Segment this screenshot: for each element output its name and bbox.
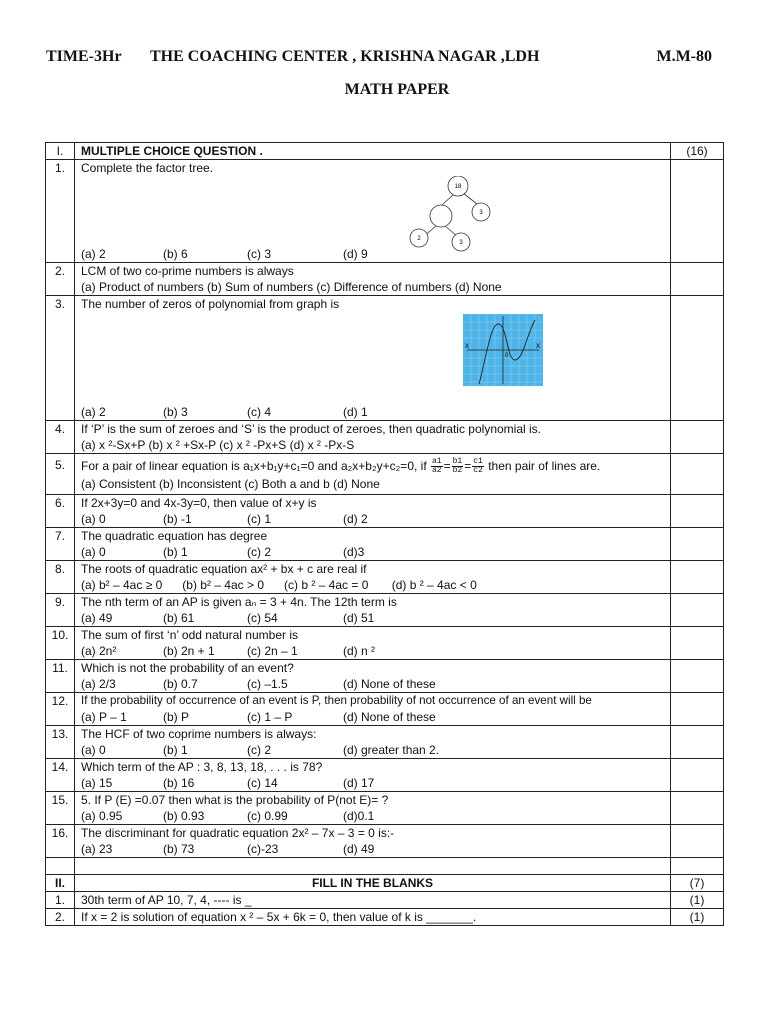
option-b: (b) 61 <box>163 611 195 625</box>
option-d: (d) 49 <box>343 842 375 856</box>
question-row <box>46 421 724 454</box>
section-number: I. <box>46 143 75 160</box>
question-row <box>46 594 724 627</box>
question-row <box>46 160 724 263</box>
marks-cell <box>671 759 724 792</box>
section-title: MULTIPLE CHOICE QUESTION . <box>75 143 671 160</box>
section-marks: (16) <box>671 143 724 160</box>
marks-cell <box>671 561 724 594</box>
options-line <box>81 775 664 791</box>
question-number: 6. <box>46 495 75 528</box>
question-number: 1. <box>46 160 75 263</box>
option-d: (d) 9 <box>343 247 368 261</box>
question-text-end: then pair of lines are. <box>488 459 601 473</box>
question-body <box>75 759 671 792</box>
question-text: The discriminant for quadratic equation 2x² – 7x – 3 = 0 is:- <box>81 826 395 840</box>
spacer-cell <box>75 858 671 875</box>
option-d: (d) 51 <box>343 611 375 625</box>
fraction-b-num: b1 <box>452 457 463 467</box>
institute-name: THE COACHING CENTER , KRISHNA NAGAR ,LDH <box>150 48 540 65</box>
option-d: (d)3 <box>343 545 365 559</box>
option-c: (c) 2 <box>247 743 271 757</box>
question-row <box>46 909 724 926</box>
option-a: (a) 0.95 <box>81 809 123 823</box>
option-c: (c) –1.5 <box>247 677 288 691</box>
question-body <box>75 792 671 825</box>
question-text: The quadratic equation has degree <box>81 529 268 543</box>
section-number: II. <box>46 875 75 892</box>
options-line <box>81 643 664 659</box>
fraction-b <box>452 458 464 475</box>
spacer-row <box>46 858 724 875</box>
option-a: (a) 0 <box>81 545 106 559</box>
marks-cell <box>671 421 724 454</box>
question-text: 30th term of AP 10, 7, 4, ---- is _ <box>75 892 671 909</box>
fraction-a-den: a2 <box>432 466 442 476</box>
spacer-cell <box>46 858 75 875</box>
options-line <box>81 676 664 692</box>
question-body <box>75 296 671 421</box>
options-line: (a) Consistent (b) Inconsistent (c) Both a and b (d) None <box>81 477 380 491</box>
question-number: 16. <box>46 825 75 858</box>
question-text: The number of zeros of polynomial from graph is <box>81 297 340 311</box>
option-c: (c) 4 <box>247 405 271 419</box>
max-marks: M.M-80 <box>656 48 712 65</box>
section-header-row <box>46 143 724 160</box>
tree-node-blank <box>430 205 452 227</box>
question-row <box>46 693 724 726</box>
options-line <box>81 544 664 560</box>
question-body <box>75 726 671 759</box>
marks-cell <box>671 495 724 528</box>
option-d: (d)0.1 <box>343 809 375 823</box>
marks-cell <box>671 296 724 421</box>
option-c: (c) 14 <box>247 776 278 790</box>
options-line <box>81 511 664 527</box>
question-row <box>46 825 724 858</box>
options-line <box>81 246 368 262</box>
section-header-row <box>46 875 724 892</box>
option-b: (b) P <box>163 710 190 724</box>
question-text: Which is not the probability of an event? <box>81 661 294 675</box>
question-number: 3. <box>46 296 75 421</box>
fraction-a-num: a1 <box>432 457 442 467</box>
question-text: 5. If P (E) =0.07 then what is the probability of P(not E)= ? <box>81 793 389 807</box>
marks-cell <box>671 693 724 726</box>
option-b: (b) 2n + 1 <box>163 644 215 658</box>
marks-cell <box>671 528 724 561</box>
question-body <box>75 495 671 528</box>
option-c: (c) 2 <box>247 545 271 559</box>
question-text: If ‘P’ is the sum of zeroes and ‘S’ is the product of zeroes, then quadratic polynomial is. <box>81 422 542 436</box>
option-b: (b) 1 <box>163 743 188 757</box>
factor-tree-diagram <box>401 176 501 256</box>
question-row <box>46 495 724 528</box>
options-line <box>81 742 664 758</box>
origin-label: 0 <box>505 353 509 359</box>
section-title: FILL IN THE BLANKS <box>75 875 671 892</box>
option-d: (d) None of these <box>343 677 436 691</box>
tree-label-right-leaf: 3 <box>459 240 463 246</box>
question-body <box>75 594 671 627</box>
tree-label-right: 3 <box>479 210 483 216</box>
options-line <box>81 610 664 626</box>
option-b: (b) -1 <box>163 512 192 526</box>
question-number: 13. <box>46 726 75 759</box>
question-row <box>46 792 724 825</box>
question-number: 8. <box>46 561 75 594</box>
question-body <box>75 561 671 594</box>
question-row <box>46 296 724 421</box>
question-number: 1. <box>46 892 75 909</box>
question-row <box>46 660 724 693</box>
option-a: (a) P – 1 <box>81 710 127 724</box>
question-text: The sum of first ‘n’ odd natural number is <box>81 628 298 642</box>
options-line <box>81 404 368 420</box>
marks-cell <box>671 594 724 627</box>
question-table <box>45 142 724 926</box>
option-b: (b) 0.93 <box>163 809 205 823</box>
option-d: (d) greater than 2. <box>343 743 440 757</box>
question-text-start: For a pair of linear equation is a₁x+b₁y+c₁=0 and a₂x+b₂y+c₂=0, if <box>81 459 427 473</box>
option-d: (d) 2 <box>343 512 368 526</box>
option-c: (c) 54 <box>247 611 278 625</box>
option-c: (c) 1 <box>247 512 271 526</box>
option-d: (d) 1 <box>343 405 368 419</box>
time-label: TIME-3Hr <box>46 48 122 65</box>
tree-label-root: 18 <box>454 184 462 190</box>
option-b: (b) 0.7 <box>163 677 198 691</box>
option-a: (a) 2/3 <box>81 677 116 691</box>
option-b: (b) 73 <box>163 842 195 856</box>
fraction-a <box>431 458 443 475</box>
option-b: (b) 6 <box>163 247 188 261</box>
question-number: 4. <box>46 421 75 454</box>
marks-cell <box>671 454 724 495</box>
question-body <box>75 160 671 263</box>
fraction-c <box>472 458 484 475</box>
question-body <box>75 825 671 858</box>
x-label-left: X <box>465 344 470 350</box>
question-number: 9. <box>46 594 75 627</box>
question-text: Which term of the AP : 3, 8, 13, 18, . . . is 78? <box>81 760 323 774</box>
question-row <box>46 759 724 792</box>
question-text: If the probability of occurrence of an event is P, then probability of not occurrence of an event will be <box>81 694 592 707</box>
section-marks: (7) <box>671 875 724 892</box>
question-row <box>46 892 724 909</box>
marks-cell <box>671 792 724 825</box>
question-text: Complete the factor tree. <box>81 161 214 175</box>
fraction-c-den: c2 <box>473 466 483 476</box>
question-text: If x = 2 is solution of equation x ² – 5x + 6k = 0, then value of k is _______. <box>75 909 671 926</box>
option-c: (c) 1 – P <box>247 710 293 724</box>
question-number: 2. <box>46 263 75 296</box>
option-a: (a) 2 <box>81 247 106 261</box>
options-line: (a) b² – 4ac ≥ 0 (b) b² – 4ac > 0 (c) b ² – 4ac = 0 (d) b ² – 4ac < 0 <box>81 578 477 592</box>
x-label-right: X <box>536 344 541 350</box>
options-line: (a) Product of numbers (b) Sum of numbers (c) Difference of numbers (d) None <box>81 280 502 294</box>
options-line <box>81 808 664 824</box>
question-number: 10. <box>46 627 75 660</box>
option-a: (a) 0 <box>81 743 106 757</box>
option-d: (d) n ² <box>343 644 376 658</box>
question-number: 14. <box>46 759 75 792</box>
question-row <box>46 627 724 660</box>
question-body <box>75 627 671 660</box>
marks-cell <box>671 627 724 660</box>
question-text: The roots of quadratic equation ax² + bx + c are real if <box>81 562 367 576</box>
question-body <box>75 421 671 454</box>
polynomial-graph <box>463 314 543 386</box>
question-number: 7. <box>46 528 75 561</box>
question-row <box>46 454 724 495</box>
marks-cell <box>671 160 724 263</box>
options-line: (a) x ²-Sx+P (b) x ² +Sx-P (c) x ² -Px+S (d) x ² -Px-S <box>81 438 355 452</box>
question-text: If 2x+3y=0 and 4x-3y=0, then value of x+y is <box>81 496 317 510</box>
question-number: 2. <box>46 909 75 926</box>
question-number: 12. <box>46 693 75 726</box>
paper-header <box>46 48 712 72</box>
option-c: (c) 0.99 <box>247 809 288 823</box>
question-row <box>46 528 724 561</box>
question-number: 11. <box>46 660 75 693</box>
question-number: 15. <box>46 792 75 825</box>
question-text: For a pair of linear equation is a₁x+b₁y+c₁=0 and a₂x+b₂y+c₂=0, if $\frac{a1}{a2}$ = $\frac{b1}{b2}$ = $\frac{c1}{c2}$ then pair of lines are. <box>81 457 601 476</box>
option-a: (a) 15 <box>81 776 113 790</box>
question-body <box>75 693 671 726</box>
question-body <box>75 454 671 495</box>
marks-cell <box>671 660 724 693</box>
question-marks: (1) <box>671 892 724 909</box>
option-b: (b) 3 <box>163 405 188 419</box>
marks-cell <box>671 825 724 858</box>
option-a: (a) 2n² <box>81 644 117 658</box>
option-a: (a) 23 <box>81 842 113 856</box>
option-b: (b) 1 <box>163 545 188 559</box>
option-a: (a) 49 <box>81 611 113 625</box>
options-line <box>81 709 664 725</box>
question-text: LCM of two co-prime numbers is always <box>81 264 294 278</box>
option-d: (d) None of these <box>343 710 436 724</box>
option-c: (c) 2n – 1 <box>247 644 298 658</box>
option-c: (c) 3 <box>247 247 271 261</box>
tree-label-left-leaf: 2 <box>417 236 421 242</box>
spacer-cell <box>671 858 724 875</box>
paper-subject: MATH PAPER <box>344 81 450 98</box>
question-body <box>75 660 671 693</box>
marks-cell <box>671 726 724 759</box>
question-text: The nth term of an AP is given aₙ = 3 + 4n. The 12th term is <box>81 595 397 609</box>
question-number: 5. <box>46 454 75 495</box>
question-row <box>46 726 724 759</box>
option-a: (a) 2 <box>81 405 106 419</box>
question-body <box>75 528 671 561</box>
marks-cell <box>671 263 724 296</box>
options-line <box>81 841 664 857</box>
fraction-c-num: c1 <box>473 457 483 467</box>
option-d: (d) 17 <box>343 776 375 790</box>
option-a: (a) 0 <box>81 512 106 526</box>
fraction-b-den: b2 <box>452 466 463 476</box>
question-row <box>46 263 724 296</box>
question-marks: (1) <box>671 909 724 926</box>
option-c: (c)-23 <box>247 842 279 856</box>
question-text: The HCF of two coprime numbers is always: <box>81 727 317 741</box>
question-row <box>46 561 724 594</box>
question-body <box>75 263 671 296</box>
option-b: (b) 16 <box>163 776 195 790</box>
